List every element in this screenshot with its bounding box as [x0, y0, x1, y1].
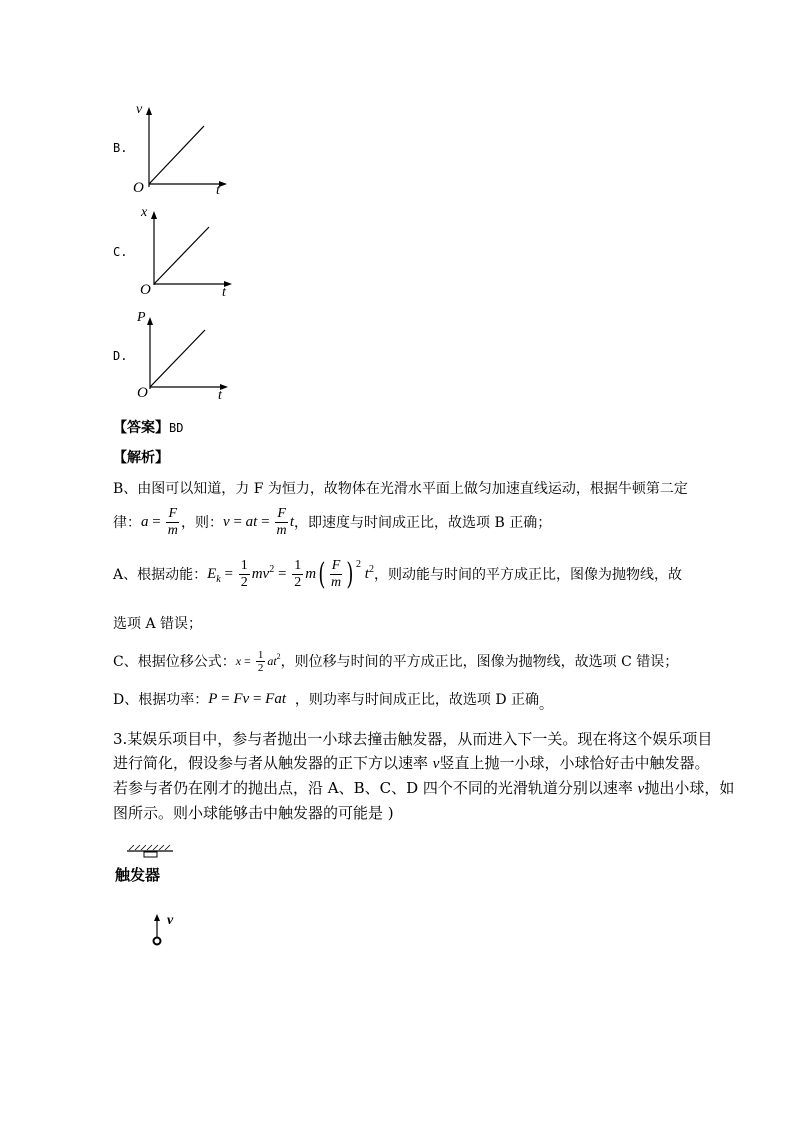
x-axis-label: t [216, 183, 220, 198]
question-line3: 若参与者仍在刚才的抛出点，沿 A、B、C、D 四个不同的光滑轨道分别以速率 v抛出小球，如 [113, 779, 735, 797]
velocity-label: v [167, 913, 174, 928]
x-axis-arrow [219, 181, 227, 187]
option-c-letter: C. [113, 245, 128, 259]
option-d-letter: D. [113, 349, 128, 363]
analysis-c-line: C、根据位移公式： x = $\frac{1}{2}$ at 2 ，则位移与时间的平方成正比，图像为抛物线，故选项 C 错误； [113, 648, 679, 674]
question-line4: 图所示。则小球能够击中触发器的可能是 ) [113, 804, 394, 822]
y-axis-label: x [141, 205, 148, 220]
y-axis-label: P [137, 310, 146, 325]
v-t-graph [125, 100, 255, 200]
question-line2: 进行简化，假设参与者从触发器的正下方以速率 v竖直上抛一小球，小球恰好击中触发器。 [113, 754, 710, 772]
y-axis-label: v [136, 102, 143, 117]
ball-with-velocity [148, 912, 168, 948]
graph-line [154, 227, 209, 284]
answer-value: BD [169, 421, 184, 435]
velocity-arrowhead [154, 914, 160, 921]
x-axis-label: t [218, 388, 222, 403]
fraction-f-over-m: $\frac{F}{m}$ [276, 505, 287, 538]
y-axis-arrow [146, 107, 152, 115]
origin-label: O [137, 385, 148, 401]
analysis-label: 【解析】 [113, 450, 169, 466]
option-b-letter: B. [113, 141, 128, 155]
answer-label: 【答案】 [113, 420, 169, 436]
origin-label: O [140, 282, 151, 298]
x-axis-label: t [222, 285, 226, 300]
analysis-b-line1: B、由图可以知道，力 F 为恒力，故物体在光滑水平面上做匀加速直线运动，根据牛顿第二定 [113, 481, 688, 497]
ball [154, 938, 161, 945]
question-3 [113, 727, 734, 825]
y-axis-arrow [147, 317, 153, 325]
analysis-b-line2: 律： a = $\frac{F}{m}$ ，则： v = at = $\frac{F}{m}$ t ，即速度与时间成正比，故选项 B 正确； [113, 505, 552, 538]
origin-label: O [133, 180, 144, 196]
y-axis-arrow [151, 211, 157, 219]
analysis-a-line2: 选项 A 错误； [113, 616, 203, 632]
trigger-device [125, 843, 185, 865]
answer-line [113, 417, 183, 437]
graph-line [150, 330, 205, 387]
analysis-a-line1: A、根据动能： E k = $\frac{1}{2}$ mv 2 = $\frac{1}{2}$ m ( $\frac{F}{m}$ ) 2 t 2 ，则动能与时间的平方成正比，图像为抛物线，故 [113, 556, 682, 592]
fraction-f-over-m: $\frac{F}{m}$ [167, 505, 178, 538]
question-line1: 3.某娱乐项目中，参与者抛出一小球去撞击触发器，从而进入下一关。现在将这个娱乐项目 [113, 730, 713, 748]
analysis-d-line: D、根据功率： P = Fv = Fat ，则功率与时间成正比，故选项 D 正确 。 [113, 690, 554, 713]
trigger-label: 触发器 [115, 866, 161, 884]
graph-line [149, 126, 204, 184]
